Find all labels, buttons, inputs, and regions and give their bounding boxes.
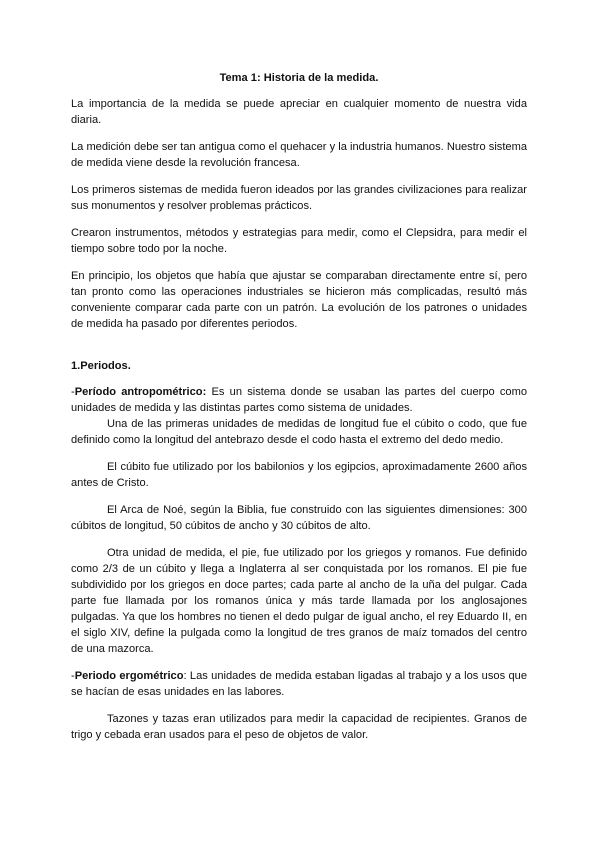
bullet-dash: - <box>71 670 75 682</box>
paragraph-medicion: La medición debe ser tan antigua como el quehacer y la industria humanos. Nuestro sistema de medida viene desde la revolución francesa. <box>71 141 527 169</box>
document-title: Tema 1: Historia de la medida. <box>219 72 379 84</box>
periodo-ergometrico-definition <box>71 668 527 700</box>
periodo-antropometrico-term: Período antropométrico: <box>74 386 207 398</box>
section-heading-periodos: 1.Periodos. <box>71 360 131 372</box>
paragraph-instrumentos: Crearon instrumentos, métodos y estrategias para medir, como el Clepsidra, para medir el tiempo sobre todo por la noche. <box>71 227 527 255</box>
paragraph-cubito-definicion: Una de las primeras unidades de medidas de longitud fue el cúbito o codo, que fue definido como la longitud del antebrazo desde el codo hasta el extremo del dedo medio. <box>71 418 527 446</box>
periodo-antropometrico-text: Es un sistema donde se usaban las partes del cuerpo como unidades de medida y las distintas partes como sistema de unidades. <box>71 386 527 414</box>
paragraph-arca-noe: El Arca de Noé, según la Biblia, fue construido con las siguientes dimensiones: 300 cúbitos de longitud, 50 cúbitos de ancho y 30 cúbitos de alto. <box>71 504 527 532</box>
paragraph-cubito-babilonios: El cúbito fue utilizado por los babilonios y los egipcios, aproximadamente 2600 años antes de Cristo. <box>71 461 527 489</box>
periodo-ergometrico-text: : Las unidades de medida estaban ligadas al trabajo y a los usos que se hacían de esas unidades en las labores. <box>71 670 527 698</box>
paragraph-importance: La importancia de la medida se puede apreciar en cualquier momento de nuestra vida diaria. <box>71 98 527 126</box>
periodo-ergometrico-term: Periodo ergométrico <box>74 670 184 682</box>
paragraph-principio: En principio, los objetos que había que ajustar se comparaban directamente entre sí, pero tan pronto como las operaciones industriales se hicieron más complicadas, resultó más conveniente comparar cada parte con un patrón. La evolución de los patrones o unidades de medida ha pasado por diferentes periodos. <box>71 270 527 330</box>
bullet-dash: - <box>71 386 75 398</box>
paragraph-primeros-sistemas: Los primeros sistemas de medida fueron ideados por las grandes civilizaciones para realizar sus monumentos y resolver problemas prácticos. <box>71 184 527 212</box>
paragraph-pie: Otra unidad de medida, el pie, fue utilizado por los griegos y romanos. Fue definido como 2/3 de un cúbito y llega a Inglaterra al ser conquistada por los romanos. El pie fue subdividido por los griegos en doce partes; cada parte al ancho de la uña del pulgar. Cada parte fue llamada por los romanos única y más tarde llamada por los anglosajones pulgadas. Ya que los hombres no tienen el dedo pulgar de igual ancho, el rey Eduardo II, en el siglo XIV, define la pulgada como la longitud de tres granos de maíz tomados del centro de una mazorca. <box>71 547 527 655</box>
periodo-antropometrico-definition <box>71 384 527 416</box>
paragraph-tazones: Tazones y tazas eran utilizados para medir la capacidad de recipientes. Granos de trigo y cebada eran usados para el peso de objetos de valor. <box>71 713 527 741</box>
document-body <box>71 70 527 754</box>
